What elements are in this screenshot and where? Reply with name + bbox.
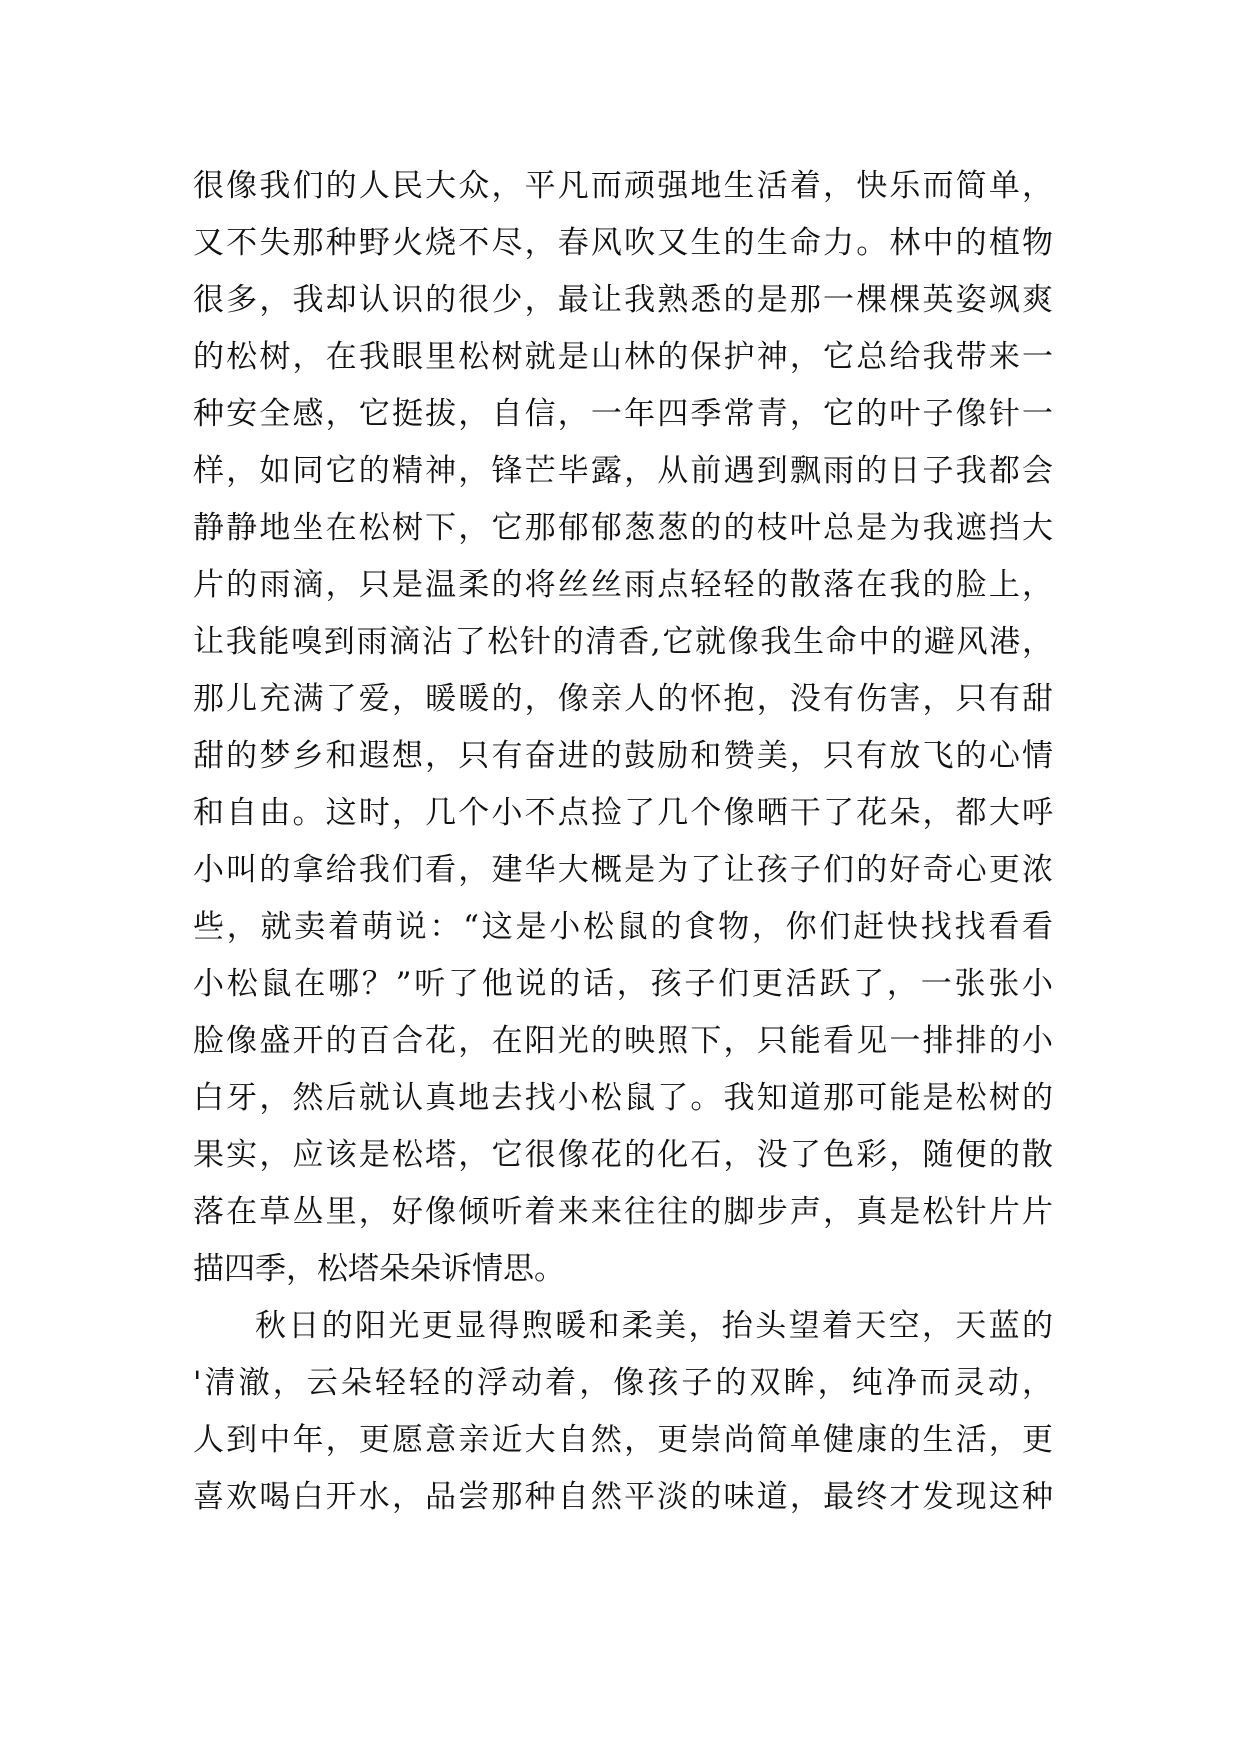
- text-line: 甜的梦乡和遐想，只有奋进的鼓励和赞美，只有放飞的心情: [193, 738, 1053, 774]
- body-text: [193, 158, 1053, 1526]
- text-line: '清澈，云朵轻轻的浮动着，像孩子的双眸，纯净而灵动，: [193, 1365, 1053, 1401]
- text-line: 些，就卖着萌说：“这是小松鼠的食物，你们赶快找找看看: [193, 909, 1053, 945]
- text-line: 人到中年，更愿意亲近大自然，更崇尚简单健康的生活，更: [193, 1422, 1053, 1458]
- text-line: 种安全感，它挺拔，自信，一年四季常青，它的叶子像针一: [193, 396, 1053, 432]
- text-line: 秋日的阳光更显得煦暖和柔美，抬头望着天空，天蓝的: [255, 1308, 1053, 1344]
- text-line: 静静地坐在松树下，它那郁郁葱葱的的枝叶总是为我遮挡大: [193, 510, 1053, 546]
- text-line: 样，如同它的精神，锋芒毕露，从前遇到飘雨的日子我都会: [193, 453, 1053, 489]
- text-line: 让我能嗅到雨滴沾了松针的清香,它就像我生命中的避风港，: [193, 624, 1053, 660]
- text-line: 很多，我却认识的很少，最让我熟悉的是那一棵棵英姿飒爽: [193, 282, 1053, 318]
- text-line: 果实，应该是松塔，它很像花的化石，没了色彩，随便的散: [193, 1137, 1053, 1173]
- text-line: 的松树，在我眼里松树就是山林的保护神，它总给我带来一: [193, 339, 1053, 375]
- text-line: 脸像盛开的百合花，在阳光的映照下，只能看见一排排的小: [193, 1023, 1053, 1059]
- text-line: 白牙，然后就认真地去找小松鼠了。我知道那可能是松树的: [193, 1080, 1053, 1116]
- text-line: 小叫的拿给我们看，建华大概是为了让孩子们的好奇心更浓: [193, 852, 1053, 888]
- text-line: 落在草丛里，好像倾听着来来往往的脚步声，真是松针片片: [193, 1194, 1053, 1230]
- text-line: 描四季，松塔朵朵诉情思。: [193, 1251, 565, 1287]
- text-line: 片的雨滴，只是温柔的将丝丝雨点轻轻的散落在我的脸上，: [193, 567, 1053, 603]
- text-line: 很像我们的人民大众，平凡而顽强地生活着，快乐而简单，: [193, 168, 1053, 204]
- text-line: 那儿充满了爱，暖暖的，像亲人的怀抱，没有伤害，只有甜: [193, 681, 1053, 717]
- text-line: 喜欢喝白开水，品尝那种自然平淡的味道，最终才发现这种: [193, 1479, 1053, 1515]
- text-line: 小松鼠在哪？”听了他说的话，孩子们更活跃了，一张张小: [193, 966, 1053, 1002]
- text-line: 又不失那种野火烧不尽，春风吹又生的生命力。林中的植物: [193, 225, 1053, 261]
- text-line: 和自由。这时，几个小不点捡了几个像晒干了花朵，都大呼: [193, 795, 1053, 831]
